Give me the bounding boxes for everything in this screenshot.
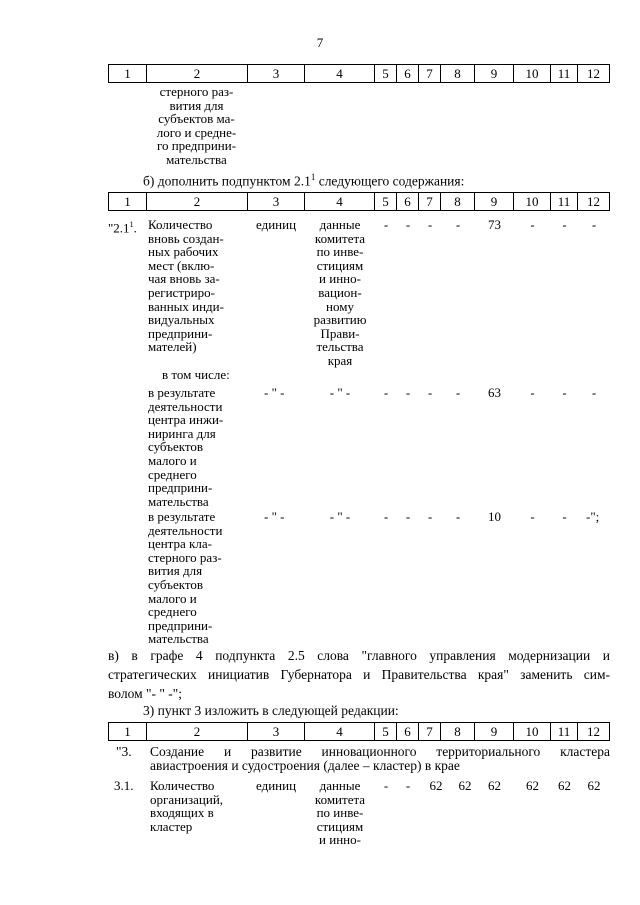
- text-line: субъектов: [148, 439, 204, 455]
- unit-cell: - " -: [264, 509, 285, 524]
- text-line: го предприни-: [156, 138, 237, 154]
- value-cell: 62: [429, 778, 443, 793]
- header-cell: 11: [551, 193, 578, 211]
- value-cell: -: [530, 509, 535, 524]
- value-cell: -: [383, 509, 389, 524]
- header-cell: 10: [514, 723, 551, 741]
- value-cell: -: [591, 217, 597, 232]
- text-line: среднего: [148, 604, 197, 620]
- text-line: вития для: [169, 97, 224, 113]
- text-line: субъектов: [148, 576, 204, 592]
- text-line: центра кла-: [148, 536, 212, 552]
- text-line: ных рабочих: [148, 244, 219, 260]
- text-line: и инно-: [319, 832, 361, 848]
- text-line: Прави-: [320, 325, 360, 341]
- superscript: 1: [129, 220, 134, 229]
- header-cell: 5: [375, 723, 397, 741]
- text-line: мателей): [148, 339, 197, 355]
- text-line: чая вновь за-: [148, 271, 220, 287]
- text-line: края: [327, 352, 353, 368]
- source-cell: [305, 218, 375, 368]
- row-number-text: "2.1: [108, 220, 130, 236]
- value-cell: -: [405, 217, 411, 232]
- text-line: мательства: [148, 493, 209, 509]
- row-number: [108, 218, 137, 235]
- paragraph-b-text: б) дополнить подпунктом 2.1: [143, 173, 311, 189]
- value-cell: -: [530, 217, 535, 232]
- unit-cell: единиц: [256, 217, 297, 232]
- header-cell: 6: [397, 193, 419, 211]
- header-cells: [109, 723, 610, 741]
- source-cell: - " -: [329, 385, 351, 400]
- paragraph-b: [143, 168, 464, 191]
- text-line: видуальных: [148, 312, 215, 328]
- section-title-line2: авиастроения и судостроения (далее – кластер) в крае: [150, 758, 460, 773]
- header-cell: 5: [375, 193, 397, 211]
- header-cell: 5: [375, 65, 397, 83]
- text-line: данные: [319, 778, 361, 793]
- header-cell: 10: [514, 193, 551, 211]
- text-line: малого и: [148, 452, 197, 468]
- text-line: малого и: [148, 590, 197, 606]
- text-line: вацион-: [318, 284, 362, 300]
- header-cell: 3: [248, 193, 305, 211]
- value-cell: -: [383, 385, 389, 400]
- value-cell: 73: [488, 217, 501, 232]
- source-cell: [305, 779, 375, 847]
- section-title-line1: Создание и развитие инновационного территориального кластера: [150, 744, 610, 759]
- value-cell: 63: [488, 385, 501, 400]
- header-cell: 4: [305, 193, 375, 211]
- value-cell: 10: [488, 509, 501, 524]
- text-line: вития для: [148, 563, 203, 579]
- value-cell: -: [383, 217, 389, 232]
- header-cell: 2: [147, 193, 248, 211]
- header-cells: [109, 193, 610, 211]
- header-cells: [109, 65, 610, 83]
- text-line: предприни-: [148, 480, 213, 496]
- source-cell: - " -: [329, 509, 351, 524]
- header-cell: 6: [397, 723, 419, 741]
- text-line: организаций,: [150, 791, 224, 807]
- value-cell: -: [455, 509, 461, 524]
- value-cell: 62: [526, 778, 539, 793]
- header-cell: 8: [441, 193, 475, 211]
- row-number-tail: .: [133, 220, 137, 236]
- header-cell: 3: [248, 723, 305, 741]
- header-cell: 2: [147, 65, 248, 83]
- text-line: развитию: [313, 312, 367, 328]
- text-line: центра инжи-: [148, 412, 224, 428]
- text-line: в результате: [148, 509, 216, 524]
- page-number: 7: [316, 35, 324, 50]
- header-cell: 9: [475, 65, 514, 83]
- paragraph-v-line2: стратегических инициатив Губернатора и Правительства края" заменить сим-: [108, 667, 610, 682]
- including-label: в том числе:: [162, 367, 230, 382]
- row-description: [150, 779, 250, 833]
- text-line: стициям: [316, 818, 364, 834]
- table-header-row: [108, 722, 610, 741]
- header-cell: 11: [551, 723, 578, 741]
- header-cell: 9: [475, 723, 514, 741]
- text-line: и инно-: [319, 271, 361, 287]
- text-line: ному: [326, 298, 354, 314]
- text-line: тельства: [316, 339, 364, 355]
- value-cell: -: [562, 509, 567, 524]
- continuation-text: [146, 85, 247, 167]
- header-cell: 7: [419, 65, 441, 83]
- row-description: [148, 218, 248, 354]
- text-line: комитета: [314, 230, 366, 246]
- value-cell: -: [562, 217, 567, 232]
- value-cell: -: [562, 385, 567, 400]
- header-cell: 1: [109, 193, 147, 211]
- text-line: стерного раз-: [159, 84, 234, 99]
- unit-cell: - " -: [264, 385, 285, 400]
- value-cell: -";: [586, 509, 600, 524]
- text-line: мест (вклю-: [148, 257, 215, 273]
- text-line: деятельности: [148, 398, 223, 414]
- row-number: 3.1.: [114, 778, 134, 793]
- text-line: предприни-: [148, 325, 213, 341]
- text-line: регистриро-: [148, 284, 215, 300]
- value-cell: -: [530, 385, 535, 400]
- header-cell: 4: [305, 723, 375, 741]
- unit-cell: единиц: [256, 778, 297, 793]
- text-line: предприни-: [148, 617, 213, 633]
- header-cell: 12: [578, 193, 610, 211]
- header-cell: 8: [441, 723, 475, 741]
- value-cell: -: [405, 509, 411, 524]
- paragraph-v-line1: в) в графе 4 подпункта 2.5 слова "главного управления модернизации и: [108, 648, 610, 663]
- header-cell: 8: [441, 65, 475, 83]
- header-cell: 3: [248, 65, 305, 83]
- paragraph-b-text-after: следующего содержания:: [315, 173, 465, 189]
- text-line: субъектов ма-: [158, 111, 235, 127]
- header-cell: 4: [305, 65, 375, 83]
- text-line: комитета: [314, 791, 366, 807]
- text-line: по инве-: [316, 805, 364, 821]
- text-line: ниринга для: [148, 425, 216, 441]
- value-cell: -: [455, 385, 461, 400]
- text-line: мательства: [148, 631, 209, 647]
- text-line: стициям: [316, 257, 364, 273]
- value-cell: -: [427, 509, 433, 524]
- paragraph-3: 3) пункт 3 изложить в следующей редакции:: [143, 703, 399, 718]
- value-cell: 62: [587, 778, 601, 793]
- header-cell: 7: [419, 193, 441, 211]
- header-cell: 12: [578, 65, 610, 83]
- header-cell: 2: [147, 723, 248, 741]
- text-line: Количество: [150, 778, 215, 793]
- value-cell: -: [427, 217, 433, 232]
- text-line: кластер: [150, 818, 193, 834]
- text-line: мательства: [166, 151, 227, 167]
- value-cell: -: [455, 217, 461, 232]
- text-line: по инве-: [316, 244, 364, 260]
- value-cell: 62: [458, 778, 472, 793]
- value-cell: -: [591, 385, 597, 400]
- table-header-row: [108, 64, 610, 83]
- header-cell: 7: [419, 723, 441, 741]
- header-cell: 11: [551, 65, 578, 83]
- text-line: данные: [319, 217, 361, 232]
- text-line: Количество: [148, 217, 213, 232]
- table-header-row: [108, 192, 610, 211]
- row-description: [148, 386, 248, 508]
- superscript: 1: [310, 172, 316, 182]
- header-cell: 10: [514, 65, 551, 83]
- header-cell: 12: [578, 723, 610, 741]
- header-cell: 9: [475, 193, 514, 211]
- row-description: [148, 510, 248, 646]
- paragraph-v-line3: волом "- " -";: [108, 686, 183, 701]
- text-line: входящих в: [150, 805, 214, 821]
- text-line: среднего: [148, 466, 197, 482]
- text-line: стерного раз-: [148, 549, 222, 565]
- value-cell: 62: [558, 778, 571, 793]
- header-cell: 6: [397, 65, 419, 83]
- value-cell: -: [405, 778, 411, 793]
- value-cell: -: [383, 778, 389, 793]
- header-cell: 1: [109, 65, 147, 83]
- value-cell: 62: [488, 778, 501, 793]
- text-line: ванных инди-: [148, 298, 224, 314]
- value-cell: -: [427, 385, 433, 400]
- text-line: деятельности: [148, 522, 223, 538]
- text-line: в результате: [148, 385, 216, 400]
- header-cell: 1: [109, 723, 147, 741]
- value-cell: -: [405, 385, 411, 400]
- text-line: вновь создан-: [148, 230, 224, 246]
- section-number: "3.: [116, 744, 132, 759]
- text-line: лого и средне-: [156, 124, 237, 140]
